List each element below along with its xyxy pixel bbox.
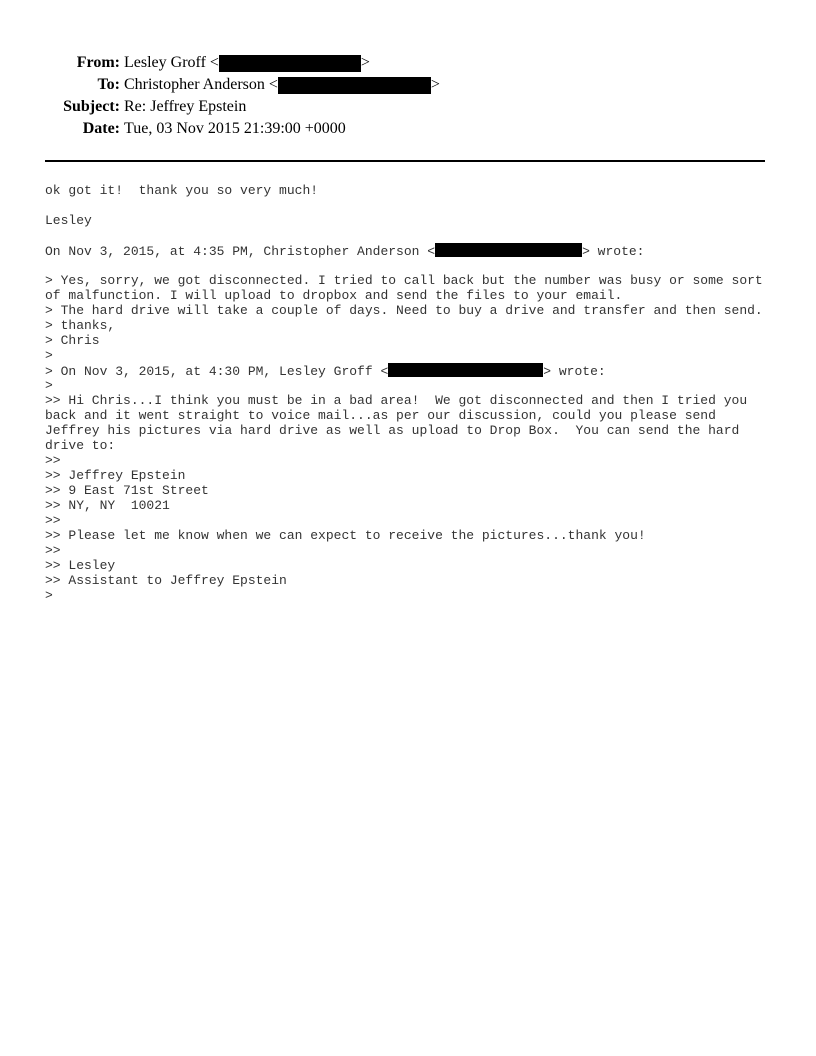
signature: Lesley — [45, 213, 92, 228]
from-label: From: — [76, 54, 120, 71]
reply-line: ok got it! thank you so very much! — [45, 183, 319, 198]
double-quoted-line: >> NY, NY 10021 — [45, 498, 170, 513]
double-quoted-line: >> Please let me know when we can expect to receive the pictures...thank you! — [45, 528, 646, 543]
subject-label: Subject: — [63, 98, 120, 115]
quoted-line: > thanks, — [45, 318, 116, 333]
redaction-bar — [219, 55, 361, 72]
double-quoted-line: >> Assistant to Jeffrey Epstein — [45, 573, 287, 588]
quoted-attribution-line — [45, 363, 770, 378]
double-quoted-line: >> Hi Chris...I think you must be in a bad area! We got disconnected and then I tried you back and it went straight to voice mail...as per our discussion, could you please send Jeffrey his pictures via hard drive as well as upload to Drop Box. You can send the hard drive to: — [45, 393, 755, 453]
redaction-bar — [278, 77, 431, 94]
subject-value: Re: Jeffrey Epstein — [124, 98, 247, 115]
email-body — [45, 183, 770, 603]
redaction-bar — [388, 363, 543, 377]
double-quoted-line: >> — [45, 513, 61, 528]
double-quoted-line: >> Lesley — [45, 558, 116, 573]
to-close: > — [430, 76, 440, 93]
double-quoted-line: >> — [45, 453, 61, 468]
attribution-prefix: On Nov 3, 2015, at 4:35 PM, Christopher Anderson < — [45, 244, 436, 259]
to-value — [124, 74, 440, 96]
to-name: Christopher Anderson < — [124, 76, 278, 93]
from-close: > — [360, 54, 370, 71]
header-divider — [45, 160, 765, 162]
attribution-line — [45, 243, 770, 258]
quoted-attribution-prefix: > On Nov 3, 2015, at 4:30 PM, Lesley Groff < — [45, 364, 389, 379]
double-quoted-line: >> — [45, 543, 61, 558]
blank-line — [45, 198, 770, 213]
attribution-suffix: > wrote: — [582, 244, 645, 259]
date-value: Tue, 03 Nov 2015 21:39:00 +0000 — [124, 120, 346, 137]
quoted-line: > Yes, sorry, we got disconnected. I tried to call back but the number was busy or some sort of malfunction. I will upload to dropbox and send the files to your email. — [45, 273, 771, 303]
to-row — [40, 74, 460, 96]
quoted-attribution-suffix: > wrote: — [543, 364, 606, 379]
redaction-bar — [435, 243, 582, 257]
quoted-line: > Chris — [45, 333, 100, 348]
to-label: To: — [97, 76, 120, 93]
quoted-line: > — [45, 348, 53, 363]
from-value — [124, 52, 370, 74]
quoted-line: > The hard drive will take a couple of days. Need to buy a drive and transfer and then send. — [45, 303, 763, 318]
blank-line — [45, 258, 770, 273]
quoted-line: > — [45, 588, 53, 603]
date-row — [40, 118, 460, 140]
email-header — [40, 52, 460, 140]
double-quoted-line: >> 9 East 71st Street — [45, 483, 209, 498]
from-row — [40, 52, 460, 74]
subject-row — [40, 96, 460, 118]
quoted-line: > — [45, 378, 53, 393]
date-label: Date: — [82, 120, 120, 137]
blank-line — [45, 228, 770, 243]
double-quoted-line: >> Jeffrey Epstein — [45, 468, 186, 483]
from-name: Lesley Groff < — [124, 54, 219, 71]
